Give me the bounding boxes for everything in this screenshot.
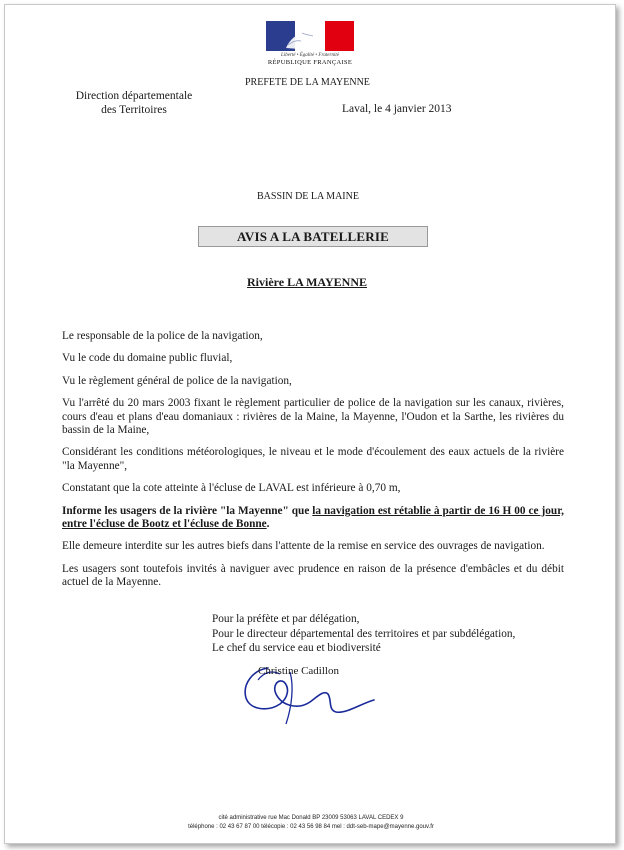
paragraph: Vu le code du domaine public fluvial,	[62, 352, 233, 365]
footer-address	[0, 814, 622, 832]
document-body	[62, 330, 564, 599]
tricolor-flag-icon	[266, 21, 354, 51]
decision-end: .	[266, 518, 270, 531]
sender-direction	[70, 89, 198, 117]
decision-lead: Informe les usagers de la rivière "la Mayenne" que	[62, 504, 313, 517]
paragraph: Les usagers sont toutefois invités à naviguer avec prudence en raison de la présence d'embâcles et du débit actuel de la Mayenne.	[62, 562, 564, 589]
decision-highlight: la navigation est rétablie à partir de 16 H 00 ce jour, entre l'écluse de Bootz et l'écluse de Bonne	[62, 504, 564, 531]
footer-line-1: cité administrative rue Mac Donald BP 23009 53063 LAVAL CEDEX 9	[218, 815, 404, 821]
paragraph: Considérant les conditions météorologiques, le niveau et le mode d'écoulement des eaux actuels de la rivière "la Mayenne",	[62, 446, 564, 472]
logo-republic: RÉPUBLIQUE FRANÇAISE	[267, 59, 353, 66]
logo-motto: Liberté • Égalité • Fraternité	[281, 53, 339, 58]
signature-line-1: Pour la préfète et par délégation,	[212, 613, 360, 625]
paragraph: Elle demeure interdite sur les autres biefs dans l'attente de la remise en service des ouvrages de navigation.	[62, 540, 545, 553]
paragraph: Vu l'arrêté du 20 mars 2003 fixant le règlement particulier de police de la navigation sur les canaux, rivières, cours d'eau et plans d'eau domaniaux : rivières de la Maine, la Mayenne, l'Oudon et la Sarthe, les rivières du bassin de la Maine,	[62, 397, 564, 437]
direction-line-2: des Territoires	[101, 104, 167, 116]
direction-line-1: Direction départementale	[75, 90, 193, 102]
signature-line-2: Pour le directeur départemental des territoires et par subdélégation,	[212, 627, 516, 640]
signatory-name: Christine Cadillon	[258, 665, 339, 677]
signature-block	[212, 612, 515, 656]
bassin-title: BASSIN DE LA MAINE	[257, 191, 359, 202]
riviere-title: Rivière LA MAYENNE	[247, 275, 367, 289]
prefecture-name: PREFETE DE LA MAYENNE	[245, 77, 370, 88]
paragraph: Le responsable de la police de la navigation,	[62, 330, 263, 342]
paragraph: Constatant que la cote atteinte à l'écluse de LAVAL est inférieure à 0,70 m,	[62, 482, 401, 495]
document-date: Laval, le 4 janvier 2013	[342, 103, 452, 115]
footer-line-2: téléphone : 02 43 67 87 00 télécopie : 02 43 56 98 84 mel : ddt-seb-mape@mayenne.gouv.fr	[188, 824, 434, 830]
decision-paragraph	[62, 505, 564, 532]
signature-line-3: Le chef du service eau et biodiversité	[212, 642, 381, 654]
avis-title-box: AVIS A LA BATELLERIE	[198, 226, 428, 247]
paragraph: Vu le règlement général de police de la navigation,	[62, 374, 292, 387]
marianne-logo	[266, 21, 354, 66]
handwritten-signature-icon	[228, 650, 398, 730]
